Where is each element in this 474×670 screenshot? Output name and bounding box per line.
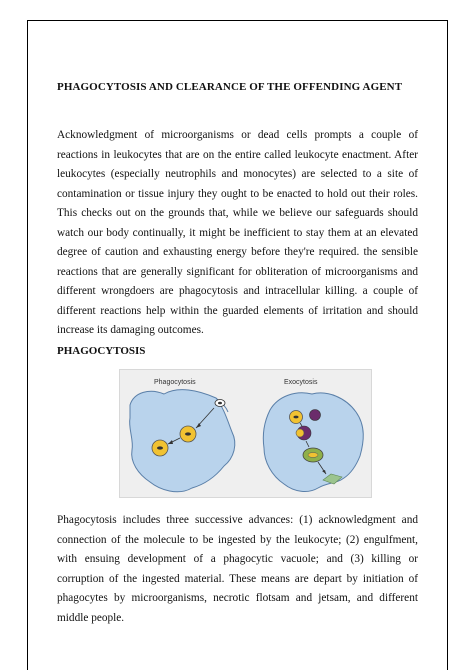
granule-green-content (308, 453, 318, 458)
intro-paragraph: Acknowledgment of microorganisms or dead cells prompts a couple of reactions in leukocytes that are on the entire called leukocyte enactment. After leukocytes (especially neutrophils and monocytes) are selected to a site of contamination or tissue injury they ought to be enacted to hold out their roles. This checks out on the grounds that, while we believe our safeguards should watch our body continually, it might be inefficient to stay them at an elevated degree of caution and exhausting energy before they're required. the sensible reactions that are generally significant for obliteration of microorganisms and different wrongdoers are phagocytosis and intracellular killing. a couple of different reactions help within the guarded elements of irritation and should increase its damaging outcomes. (57, 129, 418, 336)
granule-purple-1 (310, 410, 321, 421)
figure-label-phagocytosis: Phagocytosis (154, 379, 196, 386)
figure-label-exocytosis: Exocytosis (284, 379, 318, 386)
phagocytosis-paragraph: Phagocytosis includes three successive advances: (1) acknowledgment and connection of the molecule to be ingested by the leukocyte; (2) engulfment, with ensuing development of a phagocytic vacuole; and (3) killing or corruption of the ingested material. These means are depart by initiation of phagocytes by microorganisms, necrotic flotsam and jetsam, and different middle people. (57, 514, 418, 624)
granule-yellow-top-content (294, 416, 299, 419)
phagocyte-cell-right (263, 393, 363, 492)
particle-core (218, 402, 222, 405)
document-title: PHAGOCYTOSIS AND CLEARANCE OF THE OFFENDING AGENT (57, 81, 403, 93)
section-heading: PHAGOCYTOSIS (57, 345, 146, 357)
phagocytosis-diagram (120, 370, 373, 499)
phagosome-1-content (185, 432, 191, 435)
phagocytosis-figure (119, 369, 372, 498)
fusing-granule (296, 429, 304, 437)
phagosome-2-content (157, 446, 163, 449)
